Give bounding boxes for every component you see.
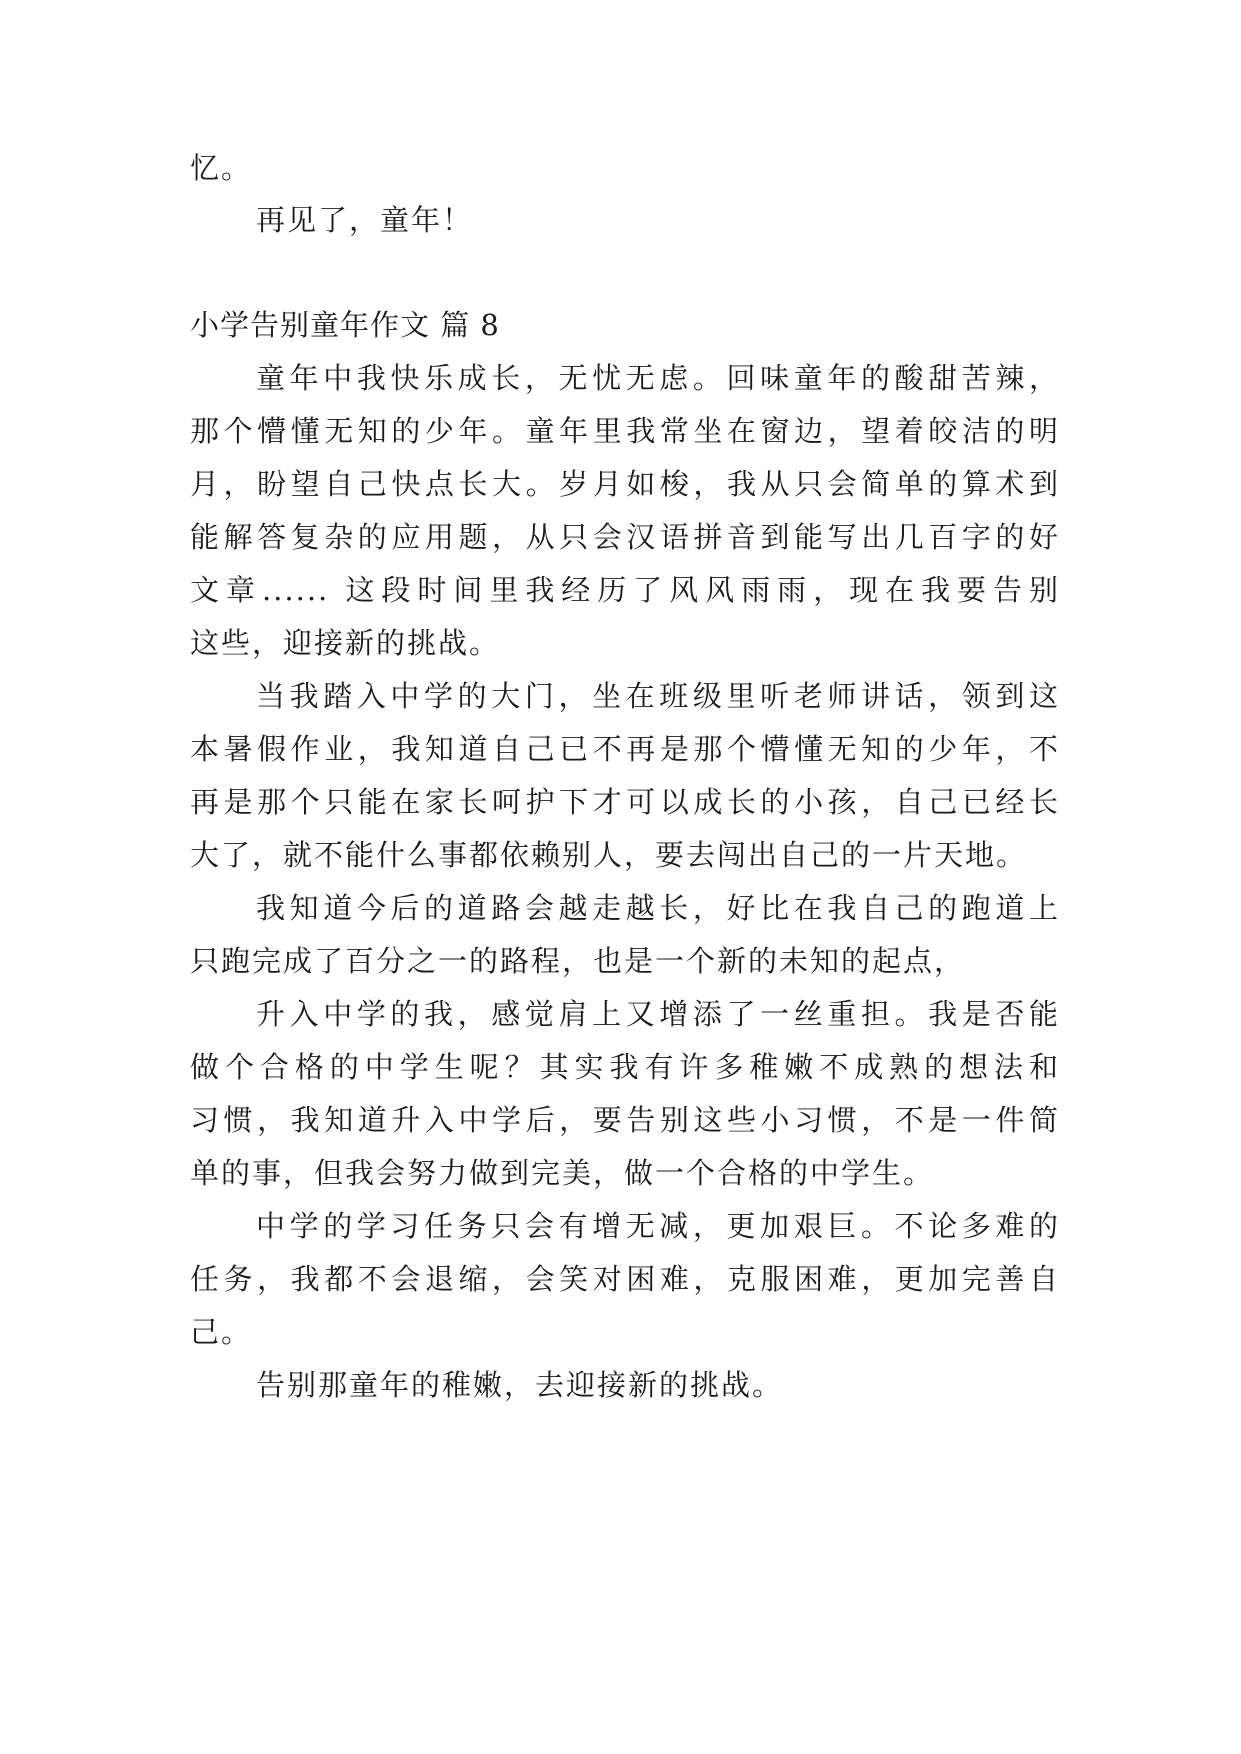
text-line: 做个合格的中学生呢？其实我有许多稚嫩不成熟的想法和	[190, 1050, 1060, 1084]
text-line: 习惯，我知道升入中学后，要告别这些小习惯，不是一件简	[190, 1103, 1060, 1137]
text-line: 再见了，童年！	[256, 203, 474, 237]
text-line: 升入中学的我，感觉肩上又增添了一丝重担。我是否能	[256, 997, 1060, 1031]
text-line: 当我踏入中学的大门，坐在班级里听老师讲话，领到这	[256, 679, 1060, 713]
text-line: 任务，我都不会退缩，会笑对困难，克服困难，更加完善自	[190, 1262, 1060, 1296]
text-line: 文章...... 这段时间里我经历了风风雨雨，现在我要告别	[190, 573, 1060, 607]
text-line: 告别那童年的稚嫩，去迎接新的挑战。	[256, 1368, 784, 1402]
text-line: 只跑完成了百分之一的路程，也是一个新的未知的起点，	[190, 944, 966, 978]
text-line: 忆。	[190, 151, 253, 185]
text-line: 这些，迎接新的挑战。	[190, 626, 501, 660]
text-line: 月，盼望自己快点长大。岁月如梭，我从只会简单的算术到	[190, 467, 1060, 501]
text-line: 再是那个只能在家长呵护下才可以成长的小孩，自己已经长	[190, 785, 1060, 819]
text-line: 本暑假作业，我知道自己已不再是那个懵懂无知的少年，不	[190, 732, 1060, 766]
text-line: 童年中我快乐成长，无忧无虑。回味童年的酸甜苦辣，	[256, 361, 1060, 395]
text-line: 那个懵懂无知的少年。童年里我常坐在窗边，望着皎洁的明	[190, 414, 1060, 448]
text-line: 己。	[190, 1315, 253, 1349]
text-line: 能解答复杂的应用题，从只会汉语拼音到能写出几百字的好	[190, 520, 1060, 554]
text-line: 中学的学习任务只会有增无减，更加艰巨。不论多难的	[256, 1209, 1060, 1243]
text-line: 我知道今后的道路会越走越长，好比在我自己的跑道上	[256, 891, 1060, 925]
text-line: 大了，就不能什么事都依赖别人，要去闯出自己的一片天地。	[190, 838, 1028, 872]
section-title: 小学告别童年作文 篇 8	[190, 308, 500, 342]
text-line: 单的事，但我会努力做到完美，做一个合格的中学生。	[190, 1156, 935, 1190]
